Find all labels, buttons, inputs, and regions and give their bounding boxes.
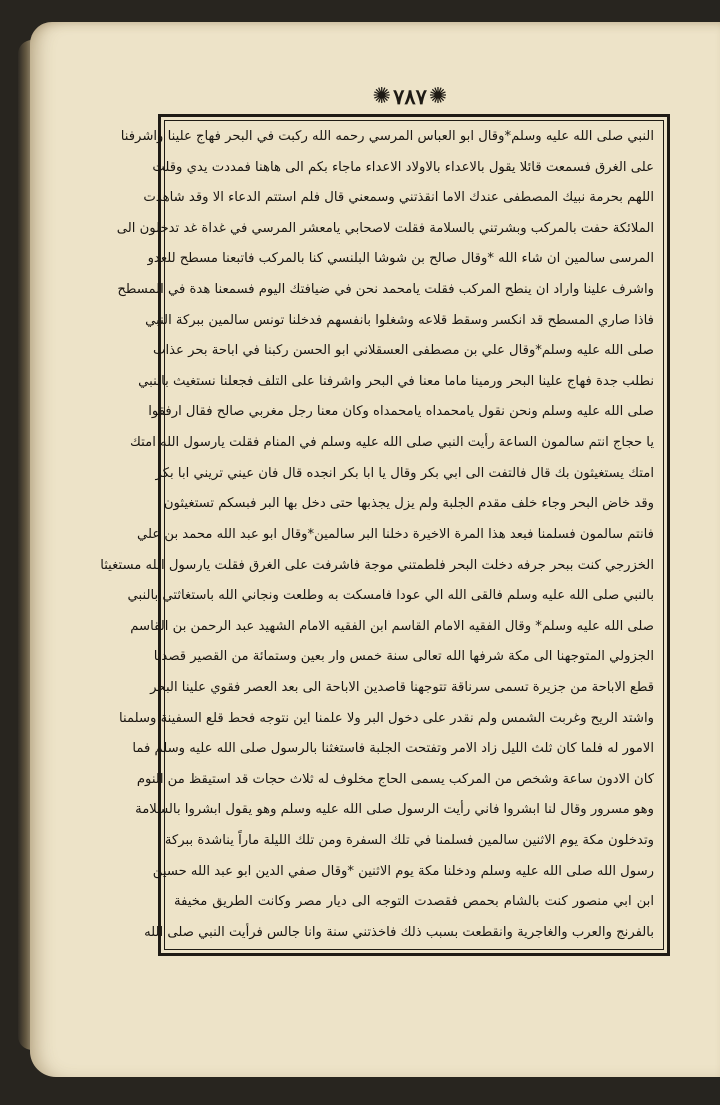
text-line: اللهم بحرمة نبيك المصطفى عندك الاما انقذتني وسمعني قال فلم استتم الدعاء الا وقد شاهدت (143, 190, 654, 206)
text-line: وهو مسرور وقال لنا ابشروا فاني رأيت الرسول صلى الله عليه وسلم وهو يقول ابشروا بالسلامة (135, 802, 654, 818)
page-number-group (373, 84, 448, 109)
text-line: صلى الله عليه وسلم ونحن نقول يامحمداه يامحمداه وكان معنا رجل مغربي صالح فقال ارفقوا (148, 404, 654, 420)
text-line: قطع الاباحة من جزيرة تسمى سرناقة تتوجهنا قاصدين الاباحة الى بعد العصر فقوي علينا البحر (150, 679, 654, 695)
ornament-left-icon: ✺ (428, 83, 448, 109)
text-line: واشرف علينا واراد ان ينطح المركب فقلت يامحمد نحن في ضيافتك اليوم فسمعنا هدة في المسطح (117, 282, 654, 298)
text-line: وتدخلون مكة يوم الاثنين سالمين فسلمنا في تلك السفرة ومن تلك الليلة ماراً يناشدة ببركة (164, 833, 654, 849)
body-text (100, 120, 664, 950)
text-line: ابن ابي منصور كنت بالشام بحمص فقصدت التوجه الى ديار مصر وكانت الطريق مخيفة (174, 894, 654, 910)
ornament-right-icon: ✺ (372, 83, 392, 109)
text-line: الملائكة حفت بالمركب وبشرتني بالسلامة فقلت لاصحابي يامعشر المرسي في غداة غد تدخلون الى (116, 220, 654, 236)
text-line: امتك يستغيثون بك قال فالتفت الى ابي بكر وقال يا ابا بكر انجده قال فان عيني تريني ابا بكر (155, 465, 654, 481)
text-line: وقد خاض البحر وجاء خلف مقدم الجلبة ولم يزل يجذبها حتى دخل بها البر فبسكم تستغيثون (163, 496, 654, 512)
text-line: واشتد الريح وغربت الشمس ولم نقدر على دخول البر ولا علمنا اين نتوجه فحط قلع السفينة وسلمنا (119, 710, 654, 726)
text-line: صلى الله عليه وسلم*وقال علي بن مصطفى العسقلاني ابو الحسن ركبنا في اباحة بحر عذاب (153, 343, 654, 359)
text-line: رسول الله صلى الله عليه وسلم ودخلنا مكة يوم الاثنين *وقال صفي الدين ابو عبد الله حسين (152, 863, 654, 879)
text-line: صلى الله عليه وسلم* وقال الفقيه الامام القاسم ابن الفقيه الامام الشهيد عبد الرحمن بن القاسم (130, 618, 654, 634)
text-line: بالفرنج والعرب والغاجرية وانقطعت بسبب ذلك فاخذتني سنة وانا جالس فرأيت النبي صلى الله (144, 924, 654, 940)
text-line: الجزولي المتوجهنا الى مكة شرفها الله تعالى سنة خمس وار بعين وستمائة من القصير قصدنا (153, 649, 654, 665)
text-line: بالنبي صلى الله عليه وسلم فالقى الله الي عودا فامسكت به وطلعت ونجاني الله باستغاثتي بالنبي (127, 588, 654, 604)
page-number: ٧٨٧ (393, 84, 427, 109)
text-line: فاذا صاري المسطح قد انكسر وسقط قلاعه وشغلوا بانفسهم فدخلنا تونس سالمين ببركة النبي (145, 312, 654, 328)
text-line: نطلب جدة فهاج علينا البحر ورمينا ماما معنا في البحر واشرفنا على التلف فجعلنا نستغيث بالنبي (138, 373, 654, 389)
text-line: على الغرق فسمعت قائلا يقول بالاعداء بالاولاد الاعداء ماجاء بكم الى هاهنا فمددت يدي وقلت (152, 159, 654, 175)
text-line: كان الادون ساعة وشخص من المركب يسمى الحاج مخلوف له ثلاث حجات قد استيقظ من النوم (136, 771, 654, 787)
text-line: الخزرجي كنت ببحر جرفه دخلت البحر فلطمتني موجة فاشرفت على الغرق فقلت يارسول الله مستغيثا (100, 557, 654, 573)
text-line: النبي صلى الله عليه وسلم*وقال ابو العباس المرسي رحمه الله ركبت في البحر فهاج علينا واشرفنا (120, 129, 654, 144)
text-line: الامور له فلما كان ثلث الليل زاد الامر وتفتحت الجلبة فاستغثنا بالرسول صلى الله عليه وسلم فما (132, 741, 654, 757)
text-line: يا حجاج انتم سالمون الساعة رأيت النبي صلى الله عليه وسلم في المنام فقلت يارسول الله امتك (130, 435, 654, 451)
text-line: المرسى سالمين ان شاء الله *وقال صالح بن شوشا البلنسي كنا بالمركب فاتبعنا مسطح للعدو (147, 251, 654, 267)
text-line: فانتم سالمون فسلمنا فبعد هذا المرة الاخيرة دخلنا البر سالمين*وقال ابو عبد الله محمد بن علي (136, 526, 654, 542)
page-header (0, 84, 700, 109)
